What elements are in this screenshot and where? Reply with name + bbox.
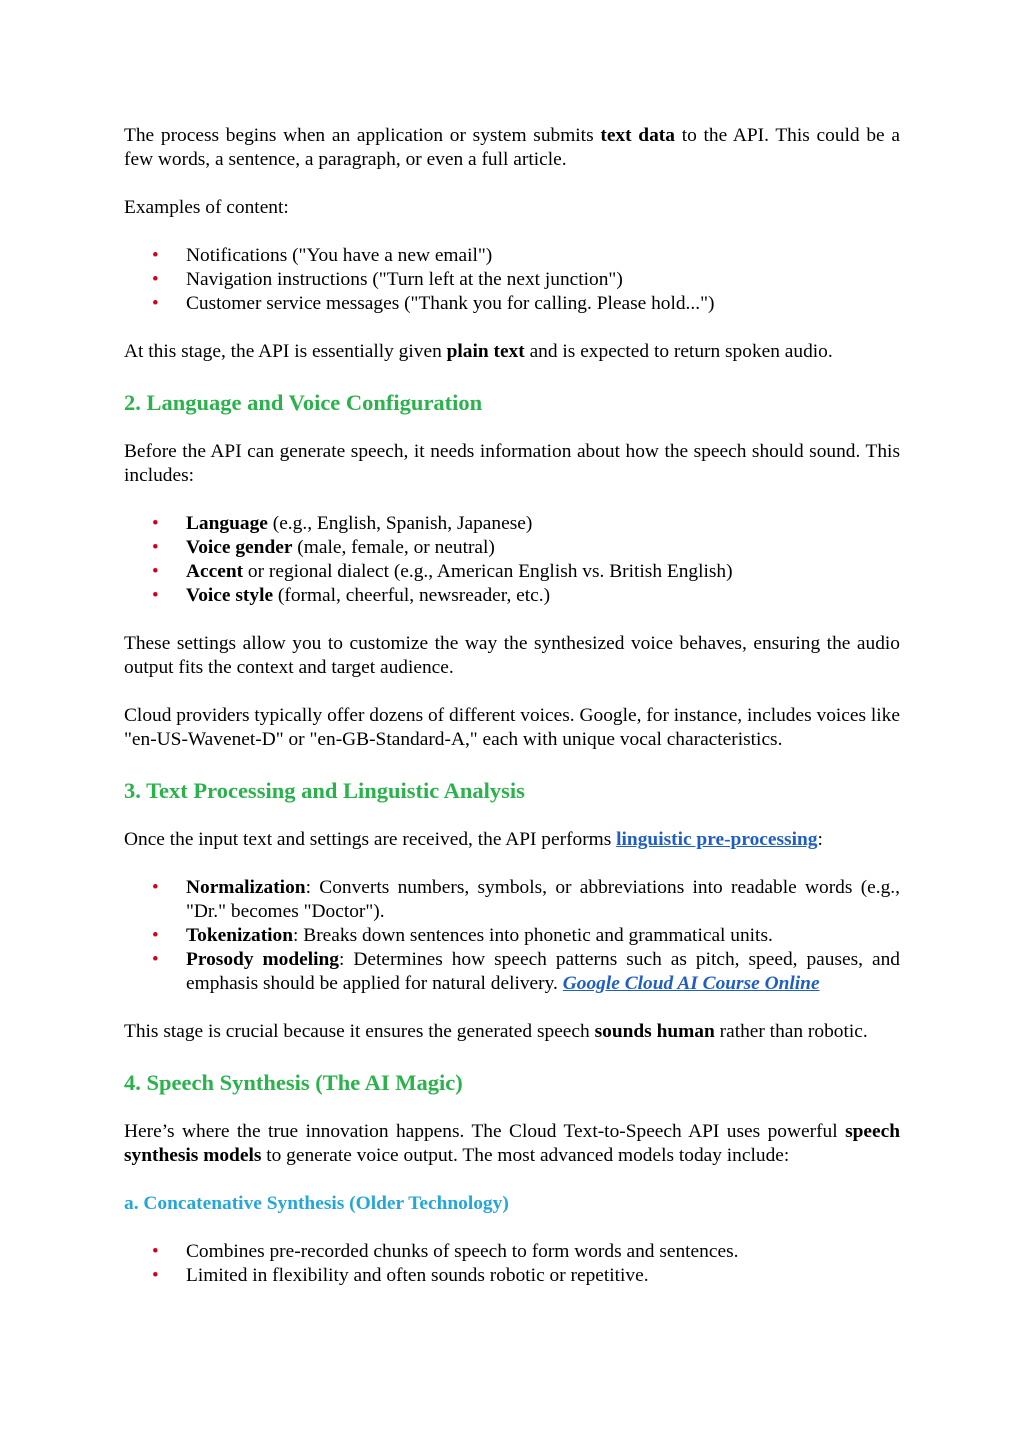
list-item: [124, 244, 900, 268]
paragraph-text-end: and is expected to return spoken audio.: [524, 341, 833, 362]
examples-label: Examples of content:: [124, 197, 289, 218]
section-heading-speech-synthesis: 4. Speech Synthesis (The AI Magic): [124, 1070, 463, 1095]
list-item: [124, 1240, 900, 1264]
bullet-icon: •: [152, 269, 159, 290]
list-item-term: Voice style: [186, 585, 274, 606]
bullet-icon: •: [152, 1265, 159, 1286]
bullet-icon: •: [152, 1241, 159, 1262]
bullet-icon: •: [152, 877, 159, 898]
section-heading-text-processing: 3. Text Processing and Linguistic Analysis: [124, 778, 525, 803]
bullet-icon: •: [152, 293, 159, 314]
paragraph-text: Once the input text and settings are received, the API performs: [124, 829, 617, 850]
bullet-icon: •: [152, 949, 159, 970]
section4-intro-paragraph: [124, 1120, 900, 1168]
list-item-text: Navigation instructions ("Turn left at the next junction"): [186, 269, 623, 290]
section3-intro-paragraph: [124, 828, 900, 852]
bullet-icon: •: [152, 585, 159, 606]
paragraph-text: Here’s where the true innovation happens. The Cloud Text-to-Speech API uses powerful: [124, 1121, 846, 1142]
list-item: [124, 924, 900, 948]
list-item-term: Accent: [186, 561, 244, 582]
bullet-icon: •: [152, 561, 159, 582]
paragraph-text-end: rather than robotic.: [714, 1021, 868, 1042]
list-item-text: Customer service messages ("Thank you for calling. Please hold..."): [186, 293, 715, 314]
list-item-text: (e.g., English, Spanish, Japanese): [267, 513, 533, 534]
paragraph-bold-text: sounds human: [594, 1021, 715, 1042]
list-item: [124, 268, 900, 292]
list-item-term: Voice gender: [186, 537, 293, 558]
intro-paragraph: [124, 124, 900, 172]
bullet-icon: •: [152, 925, 159, 946]
list-item-text: : Determines how speech patterns such as pitch, speed, pauses, and emphasis should be applied for natural delivery.: [186, 949, 900, 994]
concatenative-list: [124, 1240, 900, 1288]
bullet-icon: •: [152, 245, 159, 266]
paragraph-text-end: to generate voice output. The most advanced models today include:: [261, 1145, 790, 1166]
section2-intro-paragraph: Before the API can generate speech, it needs information about how the speech should sound. This includes:: [124, 441, 900, 486]
list-item-term: Normalization: [186, 877, 306, 898]
section-heading-language-voice: 2. Language and Voice Configuration: [124, 390, 483, 415]
examples-list: [124, 244, 900, 316]
list-item: [124, 292, 900, 316]
plain-text-paragraph: [124, 340, 900, 364]
list-item: [124, 536, 900, 560]
list-item-term: Language: [186, 513, 268, 534]
settings-paragraph: These settings allow you to customize the way the synthesized voice behaves, ensuring the audio output fits the context and target audience.: [124, 633, 900, 678]
bullet-icon: •: [152, 513, 159, 534]
voices-paragraph: Cloud providers typically offer dozens of different voices. Google, for instance, includes voices like "en-US-Wavenet-D" or "en-GB-Standard-A," each with unique vocal characteristics.: [124, 705, 900, 750]
list-item-text: : Converts numbers, symbols, or abbreviations into readable words (e.g., "Dr." becomes "Doctor").: [186, 877, 900, 922]
list-item: [124, 1264, 900, 1288]
list-item-text: (male, female, or neutral): [292, 537, 495, 558]
list-item-text: Combines pre-recorded chunks of speech to form words and sentences.: [186, 1241, 739, 1262]
intro-text: The process begins when an application or system submits: [124, 125, 601, 146]
bullet-icon: •: [152, 537, 159, 558]
crucial-stage-paragraph: [124, 1020, 900, 1044]
paragraph-bold-text: plain text: [446, 341, 525, 362]
document-page: [124, 124, 900, 1312]
list-item: [124, 876, 900, 924]
voice-config-list: [124, 512, 900, 608]
intro-text-end: to the API. This could be a few words, a sentence, a paragraph, or even a full article.: [124, 125, 900, 170]
list-item-term: Prosody modeling: [186, 949, 339, 970]
list-item-text: or regional dialect (e.g., American English vs. British English): [243, 561, 733, 582]
list-item: [124, 948, 900, 996]
list-item: [124, 584, 900, 608]
paragraph-bold-text: speech synthesis models: [124, 1121, 900, 1166]
paragraph-text: This stage is crucial because it ensures the generated speech: [124, 1021, 595, 1042]
linguistic-preprocessing-link[interactable]: linguistic pre-processing: [616, 829, 818, 850]
list-item-text: : Breaks down sentences into phonetic and grammatical units.: [293, 925, 773, 946]
paragraph-text: At this stage, the API is essentially given: [124, 341, 447, 362]
subheading-concatenative-synthesis: a. Concatenative Synthesis (Older Technology): [124, 1193, 509, 1214]
list-item-term: Tokenization: [186, 925, 294, 946]
google-cloud-ai-course-link[interactable]: Google Cloud AI Course Online: [562, 973, 820, 994]
text-processing-list: [124, 876, 900, 996]
intro-bold-text: text data: [600, 125, 675, 146]
list-item: [124, 560, 900, 584]
list-item-text: Notifications ("You have a new email"): [186, 245, 493, 266]
list-item: [124, 512, 900, 536]
list-item-text: Limited in flexibility and often sounds robotic or repetitive.: [186, 1265, 649, 1286]
list-item-text: (formal, cheerful, newsreader, etc.): [273, 585, 551, 606]
paragraph-text-end: :: [817, 829, 823, 850]
